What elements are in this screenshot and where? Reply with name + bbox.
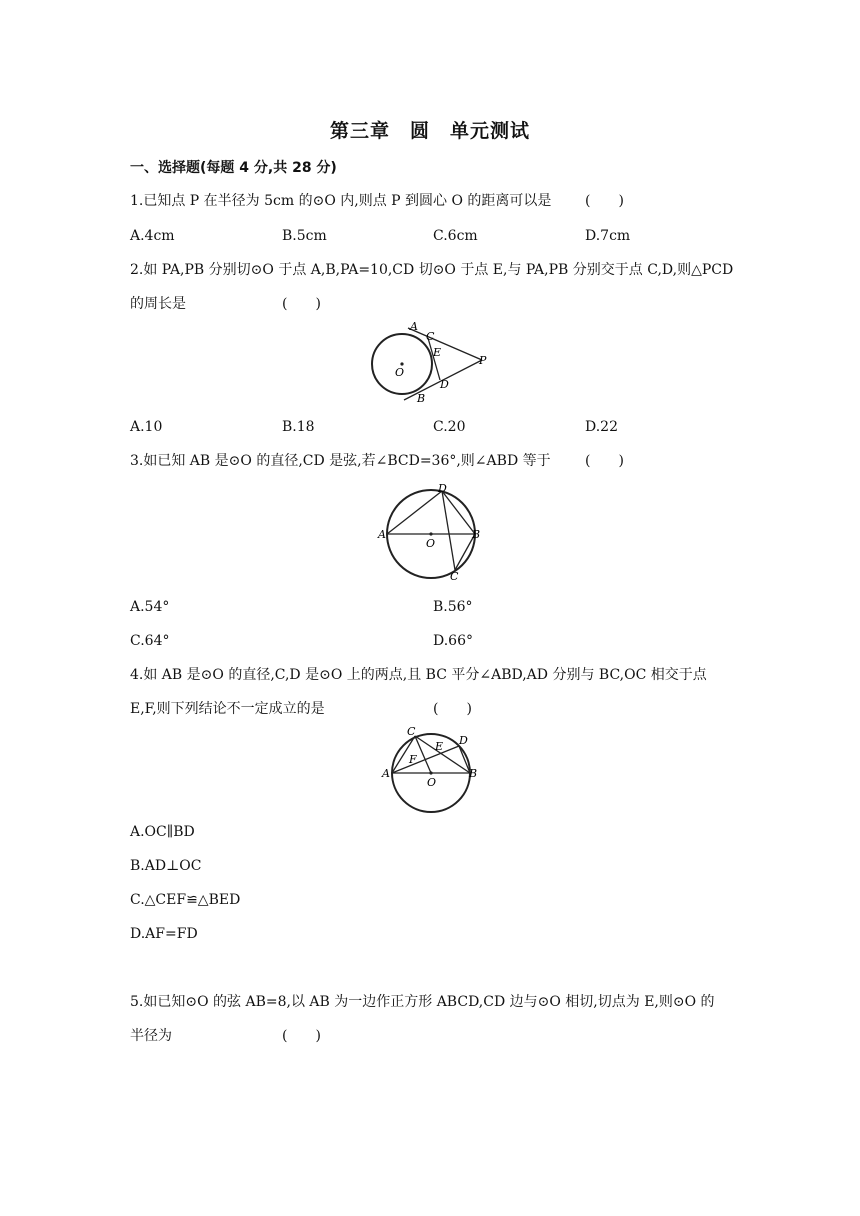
- q4-label-o: O: [427, 776, 437, 789]
- question-3-text: 3.如已知 AB 是⊙O 的直径,CD 是弦,若∠BCD=36°,则∠ABD 等于: [130, 453, 551, 469]
- q2-option-b: B.18: [282, 419, 315, 435]
- q4-option-a: A.OC∥BD: [130, 824, 195, 840]
- q3-label-o: O: [426, 537, 436, 550]
- q3-figure: [376, 480, 486, 584]
- q2-option-c: C.20: [433, 419, 466, 435]
- q4-option-c: C.△CEF≌△BED: [130, 892, 241, 908]
- answer-blank: ( ): [433, 701, 472, 717]
- q1-option-d: D.7cm: [585, 228, 631, 244]
- q3-label-d: D: [438, 482, 447, 495]
- question-5-line2: 半径为: [130, 1028, 172, 1044]
- q2-label-a: A: [410, 320, 418, 333]
- answer-blank: ( ): [585, 193, 624, 209]
- q2-label-c: C: [426, 330, 435, 343]
- q3-option-c: C.64°: [130, 633, 170, 649]
- question-1-text: 1.已知点 P 在半径为 5cm 的⊙O 内,则点 P 到圆心 O 的距离可以是: [130, 193, 552, 209]
- q2-option-d: D.22: [585, 419, 618, 435]
- q3-chord-dc: [442, 491, 455, 570]
- q4-option-d: D.AF=FD: [130, 926, 198, 942]
- answer-blank: ( ): [282, 296, 321, 312]
- q1-option-a: A.4cm: [130, 228, 175, 244]
- section-heading: 一、选择题(每题 4 分,共 28 分): [130, 160, 337, 176]
- q4-label-d: D: [459, 734, 468, 747]
- q3-label-b: B: [472, 528, 481, 541]
- answer-blank: ( ): [585, 453, 624, 469]
- page-title: 第三章 圆 单元测试: [329, 120, 530, 142]
- q3-chord-ad: [387, 491, 442, 534]
- q4-option-b: B.AD⊥OC: [130, 858, 202, 874]
- q2-line-pa: [408, 328, 482, 360]
- q4-center-dot: [429, 771, 432, 774]
- q3-label-c: C: [450, 570, 459, 583]
- q2-label-b: B: [417, 392, 426, 405]
- q2-label-o: O: [395, 366, 405, 379]
- question-2-line2: 的周长是: [130, 296, 186, 312]
- question-2-line1: 2.如 PA,PB 分别切⊙O 于点 A,B,PA=10,CD 切⊙O 于点 E,与 PA,PB 分别交于点 C,D,则△PCD: [130, 262, 734, 278]
- q2-figure: [360, 318, 500, 408]
- q3-option-d: D.66°: [433, 633, 473, 649]
- answer-blank: ( ): [282, 1028, 321, 1044]
- q4-label-f: F: [409, 753, 417, 766]
- q2-label-p: P: [479, 354, 487, 367]
- q3-option-b: B.56°: [433, 599, 473, 615]
- q3-label-a: A: [378, 528, 386, 541]
- q1-option-c: C.6cm: [433, 228, 478, 244]
- q1-option-b: B.5cm: [282, 228, 327, 244]
- q4-figure: [377, 722, 485, 814]
- q3-center-dot: [429, 532, 432, 535]
- q4-label-e: E: [435, 740, 444, 753]
- q4-label-a: A: [382, 767, 390, 780]
- q4-label-c: C: [407, 725, 416, 738]
- q4-label-b: B: [469, 767, 478, 780]
- q2-option-a: A.10: [130, 419, 163, 435]
- q2-label-d: D: [440, 378, 449, 391]
- question-4-line2: E,F,则下列结论不一定成立的是: [130, 701, 325, 717]
- q2-label-e: E: [433, 346, 442, 359]
- question-4-line1: 4.如 AB 是⊙O 的直径,C,D 是⊙O 上的两点,且 BC 平分∠ABD,AD 分别与 BC,OC 相交于点: [130, 667, 707, 683]
- question-5-line1: 5.如已知⊙O 的弦 AB=8,以 AB 为一边作正方形 ABCD,CD 边与⊙O 相切,切点为 E,则⊙O 的: [130, 994, 715, 1010]
- q3-option-a: A.54°: [130, 599, 170, 615]
